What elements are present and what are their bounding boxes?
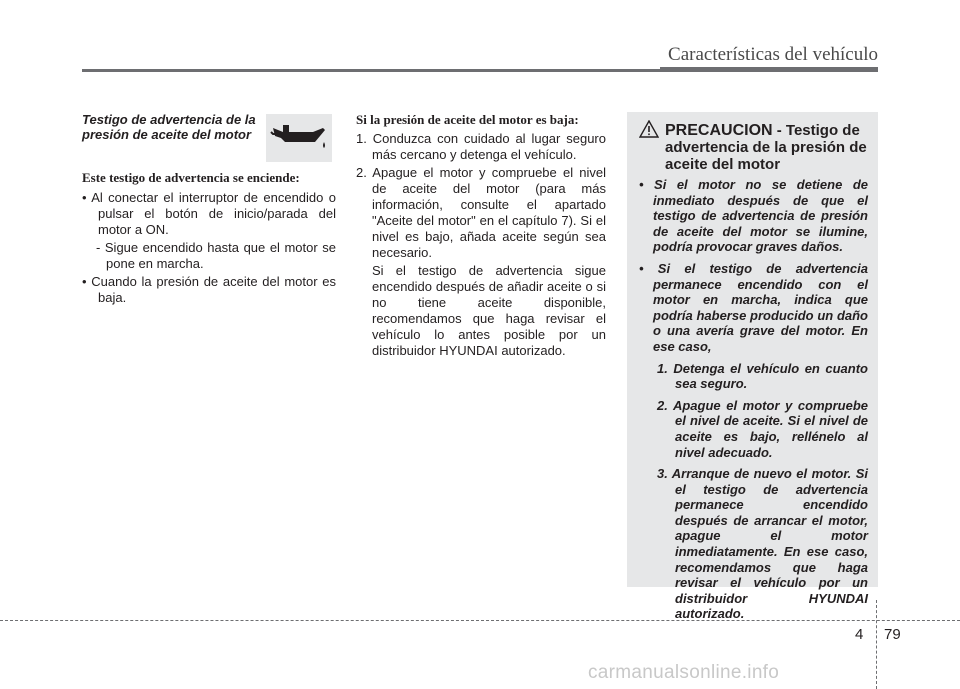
list-item: • Cuando la presión de aceite del motor es baja. [82, 274, 336, 305]
caution-subject: - Testigo de advertencia de la presión de aceite del motor [665, 122, 867, 173]
footer-rule [0, 620, 960, 621]
list-item: • Si el testigo de advertencia permanece encendido con el motor en marcha, indica que podría haberse producido un daño o una avería grave del motor. En ese caso, [639, 260, 868, 354]
list-item: • Al conectar el interruptor de encendido o pulsar el botón de inicio/parada del motor a ON. [82, 190, 336, 237]
caution-label: PRECAUCION [665, 122, 773, 139]
footer-divider [876, 600, 877, 689]
list-item: • Si el motor no se detiene de inmediato después de que el testigo de advertencia de presión de aceite del motor se ilumine, podría provocar graves daños. [639, 177, 868, 255]
watermark: carmanualsonline.info [588, 662, 780, 683]
list-item: 2. Apague el motor y compruebe el nivel de aceite del motor (para más información, consulte el apartado "Aceite del motor" en el capítulo 7). Si el nivel es bajo, añada aceite según sea necesario. [356, 165, 606, 260]
low-pressure-subheading: Si la presión de aceite del motor es baja: [356, 112, 579, 127]
enciende-subheading: Este testigo de advertencia se enciende: [82, 170, 300, 185]
list-item: 2. Apague el motor y compruebe el nivel de aceite. Si el nivel de aceite es bajo, rellénelo al nivel adecuado. [657, 397, 868, 460]
column-middle [356, 112, 606, 359]
paragraph: Si el testigo de advertencia sigue encendido después de añadir aceite o si no tiene aceite disponible, recomendamos que haga revisar el vehículo lo antes posible por un distribuidor HYUNDAI autorizado. [372, 263, 606, 358]
warning-triangle-icon [639, 120, 659, 142]
header-rule-accent [660, 67, 878, 72]
page-number: 79 [884, 626, 901, 643]
column-left [82, 112, 336, 306]
list-item: 1. Detenga el vehículo en cuanto sea seguro. [657, 360, 868, 392]
page-header-title: Características del vehículo [668, 44, 878, 65]
section-heading: Testigo de advertencia de la presión de aceite del motor [82, 112, 256, 142]
list-item: 1. Conduzca con cuidado al lugar seguro más cercano y detenga el vehículo. [356, 131, 606, 162]
caution-title [627, 112, 878, 173]
list-item: 3. Arranque de nuevo el motor. Si el testigo de advertencia permanece encendido después de arrancar el motor, apague el motor inmediatamente. En ese caso, recomendamos que haga revisar el vehículo por un distribuidor HYUNDAI autorizado. [657, 466, 868, 622]
caution-box [627, 112, 878, 622]
chapter-number: 4 [855, 626, 864, 643]
oil-pressure-warning-icon [266, 114, 332, 162]
caution-body [627, 173, 878, 622]
list-item: - Sigue encendido hasta que el motor se pone en marcha. [96, 240, 336, 271]
